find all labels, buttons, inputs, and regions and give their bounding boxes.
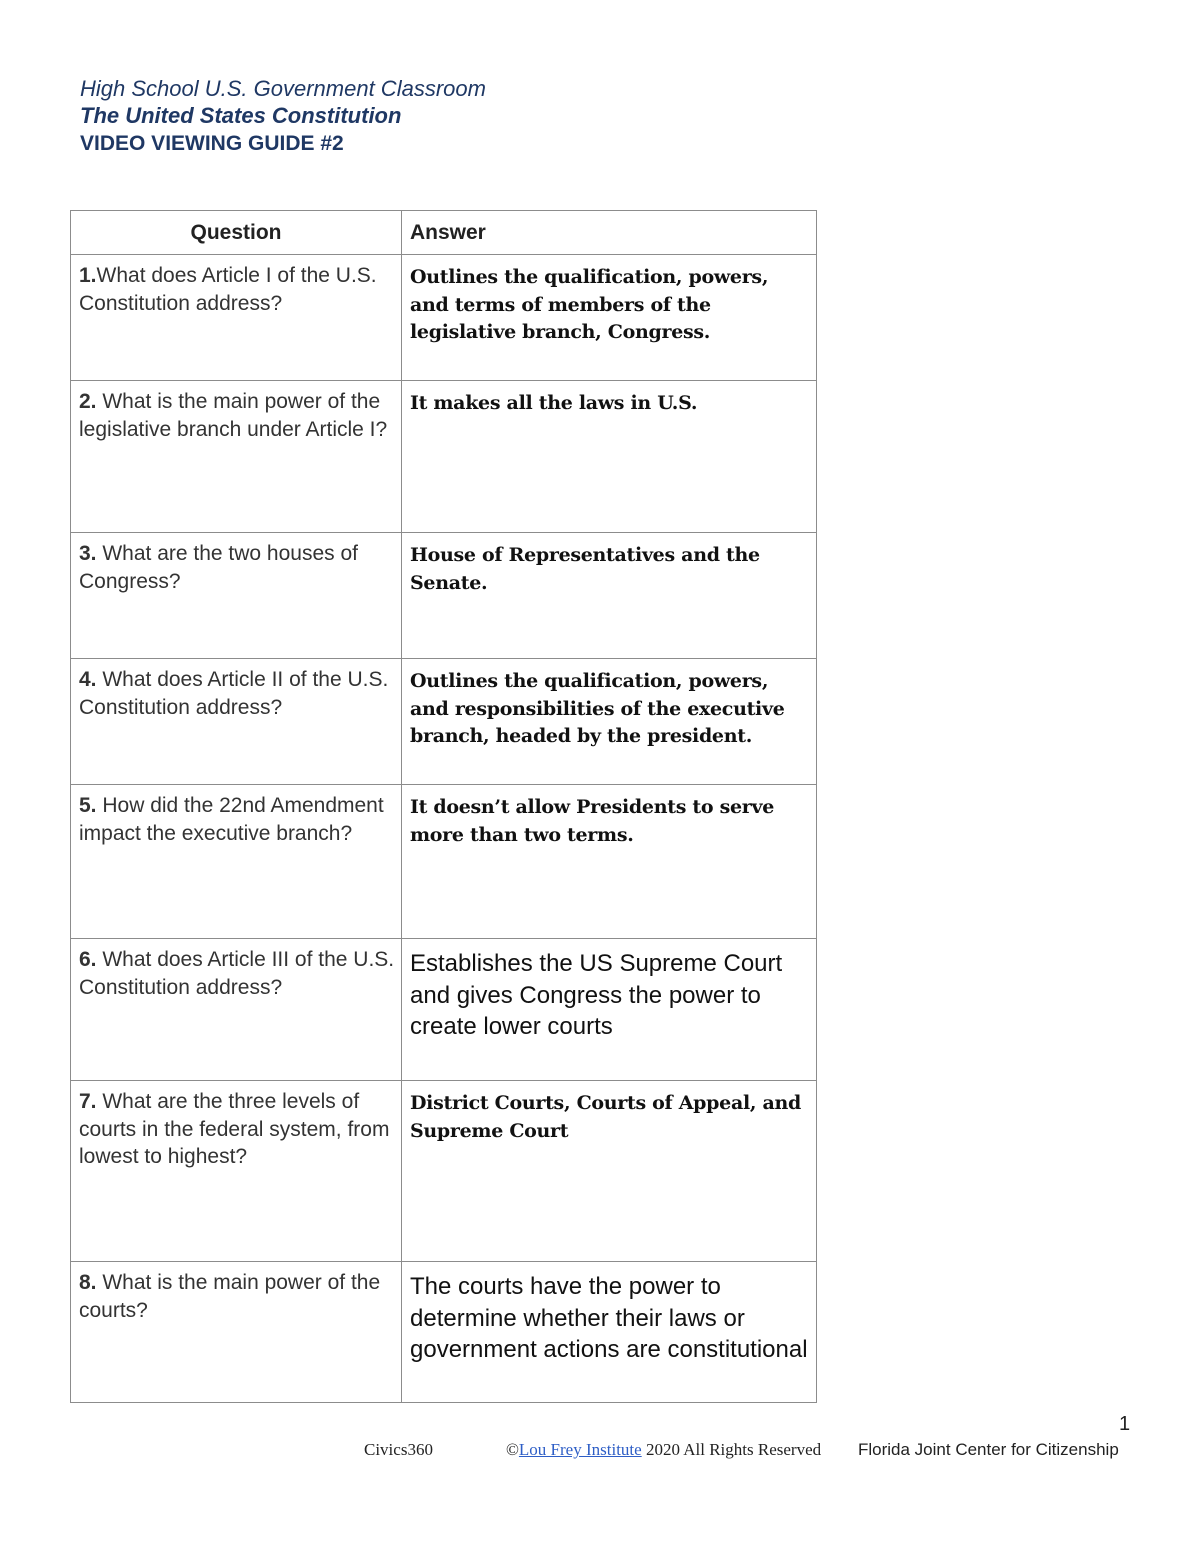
- question-number: 6.: [79, 948, 97, 971]
- answer-cell: [402, 1262, 817, 1403]
- table-row: [71, 1081, 817, 1262]
- florida-joint-center-link[interactable]: Florida Joint Center for Citizenship: [858, 1440, 1119, 1459]
- answer-text: It makes all the laws in U.S.: [410, 392, 698, 414]
- question-cell: [71, 255, 402, 381]
- answer-cell: [402, 1081, 817, 1262]
- question-text: What does Article I of the U.S. Constitution address?: [79, 264, 377, 315]
- question-text: What are the three levels of courts in the federal system, from lowest to highest?: [79, 1090, 390, 1168]
- header-guide-title: VIDEO VIEWING GUIDE #2: [80, 132, 344, 155]
- answer-text: The courts have the power to determine whether their laws or government actions are constitutional: [410, 1273, 808, 1363]
- answer-text: Outlines the qualification, powers, and responsibilities of the executive branch, headed by the president.: [410, 670, 785, 747]
- question-cell: [71, 939, 402, 1081]
- answer-cell: [402, 939, 817, 1081]
- question-number: 8.: [79, 1271, 97, 1294]
- copyright-notice: [506, 1440, 821, 1460]
- answer-cell: [402, 533, 817, 659]
- question-number: 5.: [79, 794, 97, 817]
- question-text: How did the 22nd Amendment impact the executive branch?: [79, 794, 384, 845]
- civics360-link[interactable]: Civics360: [364, 1440, 433, 1459]
- question-number: 7.: [79, 1090, 97, 1113]
- column-header-question: Question: [71, 211, 402, 255]
- header-unit-title: The United States Constitution: [80, 103, 402, 128]
- answer-text: House of Representatives and the Senate.: [410, 544, 760, 594]
- answer-cell: [402, 381, 817, 533]
- question-cell: [71, 533, 402, 659]
- question-number: 2.: [79, 390, 97, 413]
- answer-cell: [402, 255, 817, 381]
- answer-text: Outlines the qualification, powers, and terms of members of the legislative branch, Congress.: [410, 266, 769, 343]
- question-cell: [71, 785, 402, 939]
- table-row: [71, 381, 817, 533]
- question-text: What does Article II of the U.S. Constitution address?: [79, 668, 389, 719]
- question-cell: [71, 1262, 402, 1403]
- table-row: [71, 785, 817, 939]
- question-number: 4.: [79, 668, 97, 691]
- answer-cell: [402, 785, 817, 939]
- table-row: [71, 255, 817, 381]
- copyright-symbol: ©: [506, 1440, 519, 1459]
- table-row: [71, 533, 817, 659]
- question-cell: [71, 1081, 402, 1262]
- page-number: 1: [1119, 1413, 1131, 1435]
- question-cell: [71, 659, 402, 785]
- rights-text: 2020 All Rights Reserved: [641, 1440, 822, 1459]
- question-text: What are the two houses of Congress?: [79, 542, 358, 593]
- table-row: [71, 1262, 817, 1403]
- answer-text: District Courts, Courts of Appeal, and Supreme Court: [410, 1092, 802, 1142]
- question-number: 3.: [79, 542, 97, 565]
- question-number: 1.: [79, 264, 97, 287]
- lou-frey-institute-link[interactable]: Lou Frey Institute: [518, 1440, 642, 1459]
- answer-text: Establishes the US Supreme Court and gives Congress the power to create lower courts: [410, 950, 783, 1040]
- question-text: What is the main power of the legislative branch under Article I?: [79, 390, 388, 441]
- answer-cell: [402, 659, 817, 785]
- question-cell: [71, 381, 402, 533]
- header-course-title: High School U.S. Government Classroom: [80, 76, 486, 101]
- column-header-answer: Answer: [402, 211, 817, 255]
- table-row: [71, 659, 817, 785]
- question-text: What does Article III of the U.S. Constitution address?: [79, 948, 395, 999]
- table-row: [71, 939, 817, 1081]
- question-text: What is the main power of the courts?: [79, 1271, 381, 1322]
- viewing-guide-table: [70, 210, 817, 1403]
- table-header-row: [71, 211, 817, 255]
- answer-text: It doesn’t allow Presidents to serve more than two terms.: [410, 796, 774, 846]
